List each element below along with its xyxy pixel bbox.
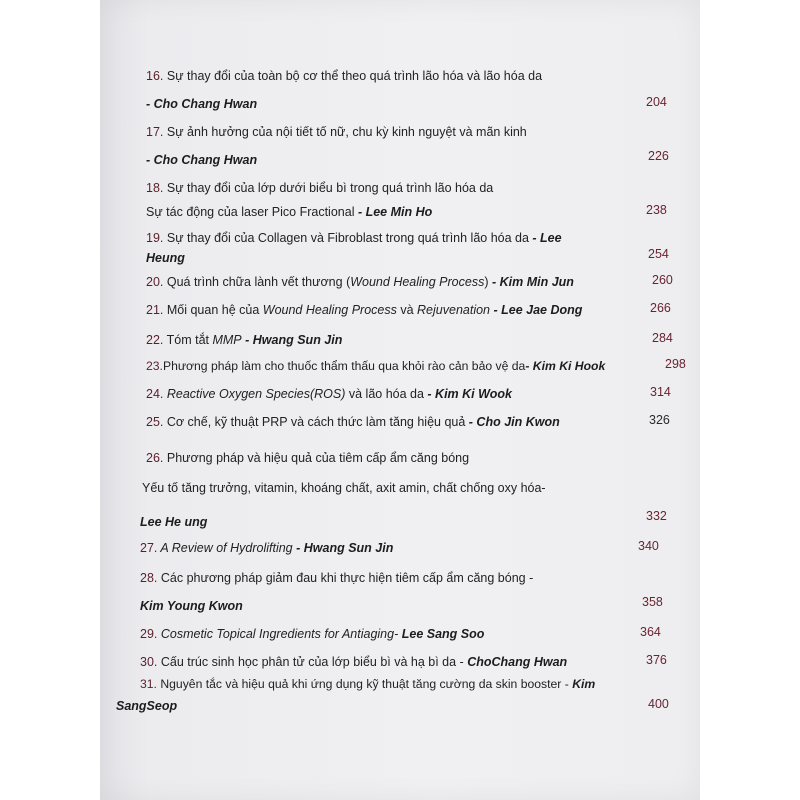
entry-author: Heung	[146, 251, 185, 265]
entry-number: 17.	[146, 125, 164, 139]
entry-title: Nguyên tắc và hiệu quả khi ứng dụng kỹ thuật tăng cường da skin booster -	[156, 677, 573, 691]
entry-number: 28.	[140, 571, 158, 585]
page-number: 332	[646, 509, 667, 523]
toc-entry-21	[146, 302, 582, 318]
page-number: 226	[648, 149, 669, 163]
entry-title: Phương pháp làm cho thuốc thẩm thấu qua khỏi rào cản bảo vệ da	[162, 359, 526, 373]
toc-entry-18-line-2	[146, 204, 432, 220]
toc-entry-29	[140, 626, 484, 642]
toc-entry-31-line-1	[140, 676, 595, 692]
page-number: 238	[646, 203, 667, 217]
entry-title: Sự tác động của laser Pico Fractional	[146, 205, 358, 219]
toc-entry-19-line-2	[146, 250, 185, 266]
entry-number: 24.	[146, 387, 164, 401]
toc-entry-26-line-1	[146, 450, 469, 466]
entry-author: - Hwang Sun Jin	[245, 333, 343, 347]
entry-title: và	[396, 303, 418, 317]
entry-title-italic: Rejuvenation	[417, 303, 490, 317]
page-number: 314	[650, 385, 671, 399]
entry-author: - Cho Chang Hwan	[146, 153, 258, 167]
entry-title: Quá trình chữa lành vết thương (	[163, 275, 351, 289]
entry-title-italic: Wound Healing Process	[262, 303, 397, 317]
entry-number: 21.	[146, 303, 164, 317]
entry-title: Tóm tắt	[163, 333, 213, 347]
entry-title-italic: A Review of Hydrolifting	[157, 541, 293, 555]
entry-number: 27.	[140, 541, 158, 555]
toc-entry-24	[146, 386, 512, 402]
entry-title: Sự thay đổi của Collagen và Fibroblast trong quá trình lão hóa da	[163, 231, 533, 245]
entry-title: Cấu trúc sinh học phân tử của lớp biểu bì và hạ bì da -	[157, 655, 468, 669]
entry-author: - Lee Min Ho	[357, 205, 433, 219]
page-number: 204	[646, 95, 667, 109]
entry-author: - Lee	[532, 231, 562, 245]
entry-title-italic: MMP	[212, 333, 242, 347]
toc-entry-28-line-2	[140, 598, 243, 614]
entry-title: Phương pháp và hiệu quả của tiêm cấp ẩm căng bóng	[163, 451, 470, 465]
entry-title: Sự thay đổi của lớp dưới biểu bì trong quá trình lão hóa da	[163, 181, 494, 195]
book-page	[100, 0, 700, 800]
entry-number: 29.	[140, 627, 158, 641]
toc-entry-31-line-2	[116, 698, 177, 714]
entry-author: - Cho Jin Kwon	[468, 415, 560, 429]
entry-author: SangSeop	[116, 699, 178, 713]
entry-number: 16.	[146, 69, 164, 83]
page-number: 400	[648, 697, 669, 711]
entry-author: Lee He ung	[140, 515, 208, 529]
toc-entry-23	[146, 358, 605, 374]
entry-author: Lee Sang Soo	[401, 627, 485, 641]
entry-title: Cơ chế, kỹ thuật PRP và cách thức làm tăng hiệu quả	[163, 415, 469, 429]
entry-title: và lão hóa da	[345, 387, 428, 401]
page-number: 340	[638, 539, 659, 553]
toc-entry-27	[140, 540, 393, 556]
entry-number: 22.	[146, 333, 164, 347]
toc-entry-19-line-1	[146, 230, 562, 246]
entry-author: Kim Young Kwon	[140, 599, 243, 613]
page-number: 364	[640, 625, 661, 639]
toc-entry-17-line-2	[146, 152, 257, 168]
page-number: 326	[649, 413, 670, 427]
entry-title: Sự ảnh hưởng của nội tiết tố nữ, chu kỳ kinh nguyệt và mãn kinh	[163, 125, 527, 139]
page-number: 260	[652, 273, 673, 287]
entry-number: 20.	[146, 275, 164, 289]
toc-entry-18-line-1	[146, 180, 493, 196]
entry-title-italic: Reactive Oxygen Species(ROS)	[163, 387, 346, 401]
entry-author: Kim	[572, 677, 596, 691]
entry-author: - Hwang Sun Jin	[296, 541, 394, 555]
toc-entry-30	[140, 654, 567, 670]
entry-number: 18.	[146, 181, 164, 195]
entry-number: 30.	[140, 655, 158, 669]
toc-entry-17-line-1	[146, 124, 527, 140]
entry-author: - Kim Min Jun	[491, 275, 574, 289]
toc-entry-25	[146, 414, 560, 430]
entry-title: Các phương pháp giảm đau khi thực hiện tiêm cấp ẩm căng bóng -	[157, 571, 534, 585]
entry-author: - Cho Chang Hwan	[146, 97, 258, 111]
entry-number: 19.	[146, 231, 164, 245]
toc-entry-16-line-2	[146, 96, 257, 112]
entry-author: - Kim Ki Wook	[427, 387, 512, 401]
toc-entry-22	[146, 332, 342, 348]
entry-title: Sự thay đổi của toàn bộ cơ thể theo quá trình lão hóa và lão hóa da	[163, 69, 543, 83]
page-number: 358	[642, 595, 663, 609]
entry-title-italic: Cosmetic Topical Ingredients for Antiaging-	[157, 627, 399, 641]
entry-number: 26.	[146, 451, 164, 465]
page-number: 284	[652, 331, 673, 345]
toc-entry-26-line-3	[140, 514, 207, 530]
page-number: 376	[646, 653, 667, 667]
entry-author: ChoChang Hwan	[467, 655, 568, 669]
toc-entry-16-line-1	[146, 68, 542, 84]
toc-entry-28-line-1	[140, 570, 533, 586]
entry-title: Yếu tố tăng trưởng, vitamin, khoáng chất, axit amin, chất chống oxy hóa-	[142, 481, 546, 495]
toc-entry-26-line-2	[142, 480, 546, 496]
entry-author: - Lee Jae Dong	[490, 303, 583, 317]
entry-number: 25.	[146, 415, 164, 429]
toc-entry-20	[146, 274, 574, 290]
entry-number: 31.	[140, 677, 157, 691]
entry-title: Mối quan hệ của	[163, 303, 263, 317]
entry-title-italic: Wound Healing Process	[350, 275, 485, 289]
page-number: 266	[650, 301, 671, 315]
entry-number: 23.	[146, 359, 163, 373]
page-number: 254	[648, 247, 669, 261]
entry-title: )	[484, 275, 492, 289]
entry-author: - Kim Ki Hook	[525, 359, 606, 373]
page-number: 298	[665, 357, 686, 371]
